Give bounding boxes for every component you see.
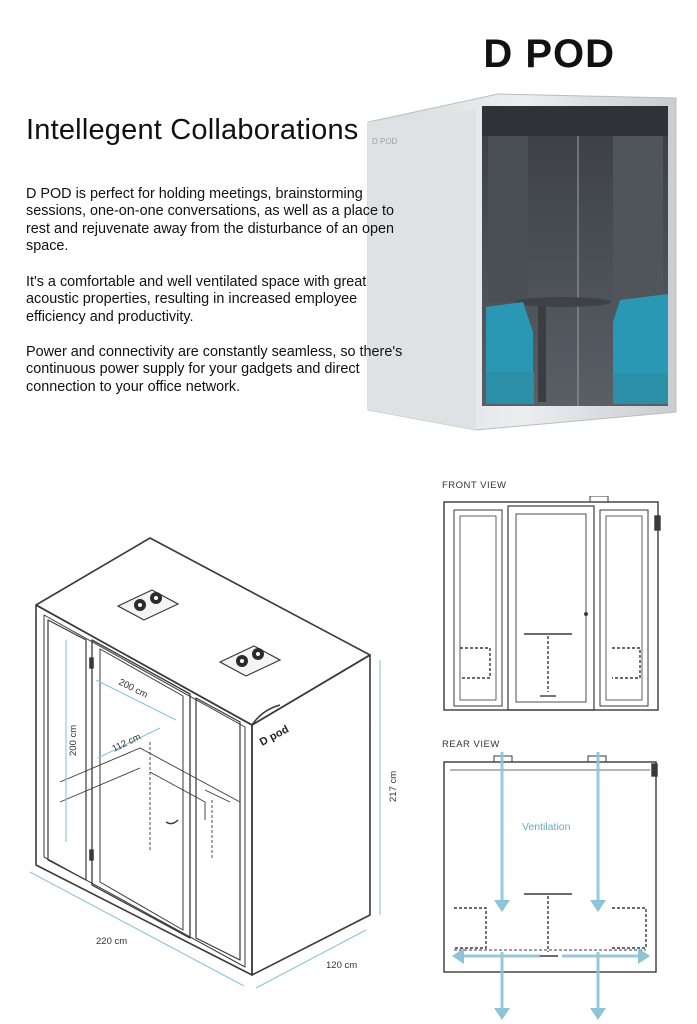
dim-height-inner: 200 cm — [68, 724, 79, 756]
ventilation-annotation: Ventilation — [522, 821, 571, 833]
brand-title: D POD — [483, 32, 615, 76]
rear-view-label: REAR VIEW — [442, 739, 500, 750]
front-view-drawing — [440, 496, 665, 716]
headline: Intellegent Collaborations — [26, 114, 359, 146]
pod-logo: D pod — [257, 723, 291, 749]
dim-width-total: 220 cm — [96, 936, 128, 947]
front-view-label: FRONT VIEW — [442, 480, 507, 491]
rear-view-drawing — [440, 752, 665, 1024]
isometric-drawing — [0, 520, 430, 1024]
vent-fan-icon — [118, 590, 178, 620]
dim-width-inner: 112 cm — [110, 731, 143, 755]
dim-depth-total: 120 cm — [326, 960, 358, 971]
dim-depth-inner: 200 cm — [116, 676, 150, 701]
dim-height-total: 217 cm — [388, 770, 399, 802]
intro-paragraph: It's a comfortable and well ventilated space with great acoustic properties, resulting in increased employee efficiency and productivity. — [26, 274, 367, 325]
intro-paragraph: Power and connectivity are constantly seamless, so there's continuous power supply for your gadgets and direct connection to your office network. — [26, 344, 403, 395]
svg-text:D POD: D POD — [372, 137, 398, 146]
vent-fan-icon — [220, 646, 280, 676]
intro-paragraph: D POD is perfect for holding meetings, brainstorming sessions, one-on-one conversations, as well as a place to rest and rejuvenate away from the disturbance of an open space. — [26, 186, 394, 255]
